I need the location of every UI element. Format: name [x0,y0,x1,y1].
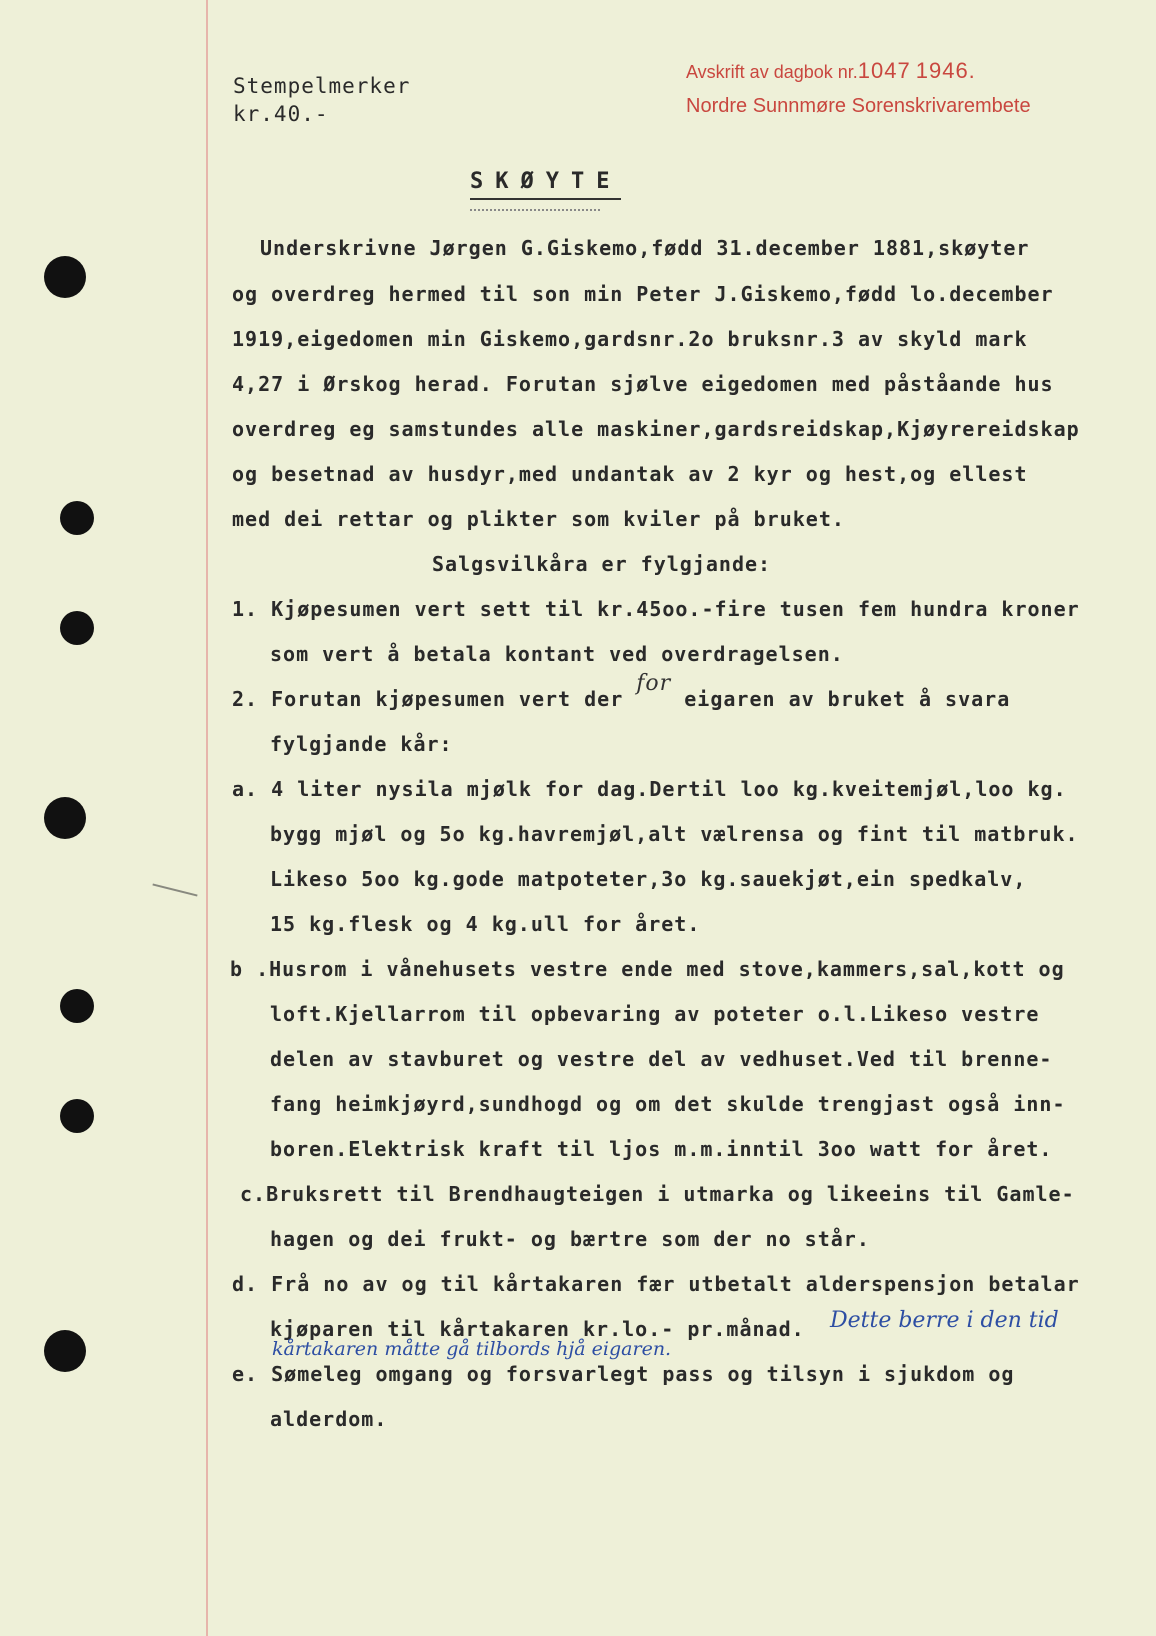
registry-stamp [686,54,1031,123]
binder-hole-1 [44,256,86,298]
text-line: som vert å betala kontant ved overdragelsen. [270,642,844,666]
handwritten-correction: for [636,671,672,696]
binder-hole-7 [44,1330,86,1372]
pencil-mark [152,883,197,896]
text-line: fang heimkjøyrd,sundhogd og om det skulde trengjast også inn- [270,1092,1066,1116]
text-line: 1919,eigedomen min Giskemo,gardsnr.2o bruksnr.3 av skyld mark [232,327,1028,351]
text-line: Underskrivne Jørgen G.Giskemo,fødd 31.december 1881,skøyter [260,236,1030,260]
binder-hole-2 [60,501,94,535]
binder-hole-4 [44,797,86,839]
text-line: loft.Kjellarrom til opbevaring av poteter o.l.Likeso vestre [270,1002,1040,1026]
stamp-amount: kr.40.- [233,102,329,126]
condition-2-text: eigaren av bruket å svara [684,687,1011,711]
text-line: c.Bruksrett til Brendhaugteigen i utmarka og likeeins til Gamle- [240,1182,1075,1206]
handwritten-addition: Dette berre i den tid [830,1308,1059,1333]
handwritten-addition: kårtakaren måtte gå tilbords hjå eigaren. [272,1338,672,1360]
text-line: 15 kg.flesk og 4 kg.ull for året. [270,912,701,936]
margin-rule [206,0,208,1636]
text-line: delen av stavburet og vestre del av vedhuset.Ved til brenne- [270,1047,1053,1071]
text-line: alderdom. [270,1407,388,1431]
binder-hole-3 [60,611,94,645]
text-line: a. 4 liter nysila mjølk for dag.Dertil loo kg.kveitemjøl,loo kg. [232,777,1067,801]
registry-number: 1047 [857,58,911,83]
conditions-heading: Salgsvilkåra er fylgjande: [432,552,772,576]
stamp-note [233,72,410,128]
registry-prefix: Avskrift av dagbok nr. [686,62,858,82]
text-line: med dei rettar og plikter som kviler på bruket. [232,507,845,531]
registry-year: 1946. [915,58,976,83]
document-title: SKØYTE [470,169,621,200]
text-line: overdreg eg samstundes alle maskiner,gardsreidskap,Kjøyrereidskap [232,417,1080,441]
text-line: og besetnad av husdyr,med undantak av 2 kyr og hest,og ellest [232,462,1028,486]
text-line: kjøparen til kårtakaren kr.lo.- pr.månad. [270,1317,805,1341]
text-line: e. Sømeleg omgang og forsvarlegt pass og tilsyn i sjukdom og [232,1362,1015,1386]
registry-line [686,54,1031,89]
text-line: hagen og dei frukt- og bærtre som der no står. [270,1227,870,1251]
condition-2-text: 2. Forutan kjøpesumen vert der [232,687,624,711]
binder-hole-5 [60,989,94,1023]
text-line: b .Husrom i vånehusets vestre ende med stove,kammers,sal,kott og [230,957,1065,981]
text-line: bygg mjøl og 5o kg.havremjøl,alt vælrensa og fint til matbruk. [270,822,1079,846]
title-underline [470,209,600,211]
text-line: 1. Kjøpesumen vert sett til kr.45oo.-fire tusen fem hundra kroner [232,597,1080,621]
text-line: boren.Elektrisk kraft til ljos m.m.inntil 3oo watt for året. [270,1137,1053,1161]
text-line: Likeso 5oo kg.gode matpoteter,3o kg.sauekjøt,ein spedkalv, [270,867,1027,891]
text-line: fylgjande kår: [270,732,453,756]
text-line: og overdreg hermed til son min Peter J.Giskemo,fødd lo.december [232,282,1054,306]
text-line: 4,27 i Ørskog herad. Forutan sjølve eigedomen med påståande hus [232,372,1054,396]
stamp-label: Stempelmerker [233,74,411,98]
binder-hole-6 [60,1099,94,1133]
registry-office: Nordre Sunnmøre Sorenskrivarembete [686,95,1031,117]
text-line [232,671,1011,712]
text-line: d. Frå no av og til kårtakaren fær utbetalt alderspensjon betalar [232,1272,1080,1296]
